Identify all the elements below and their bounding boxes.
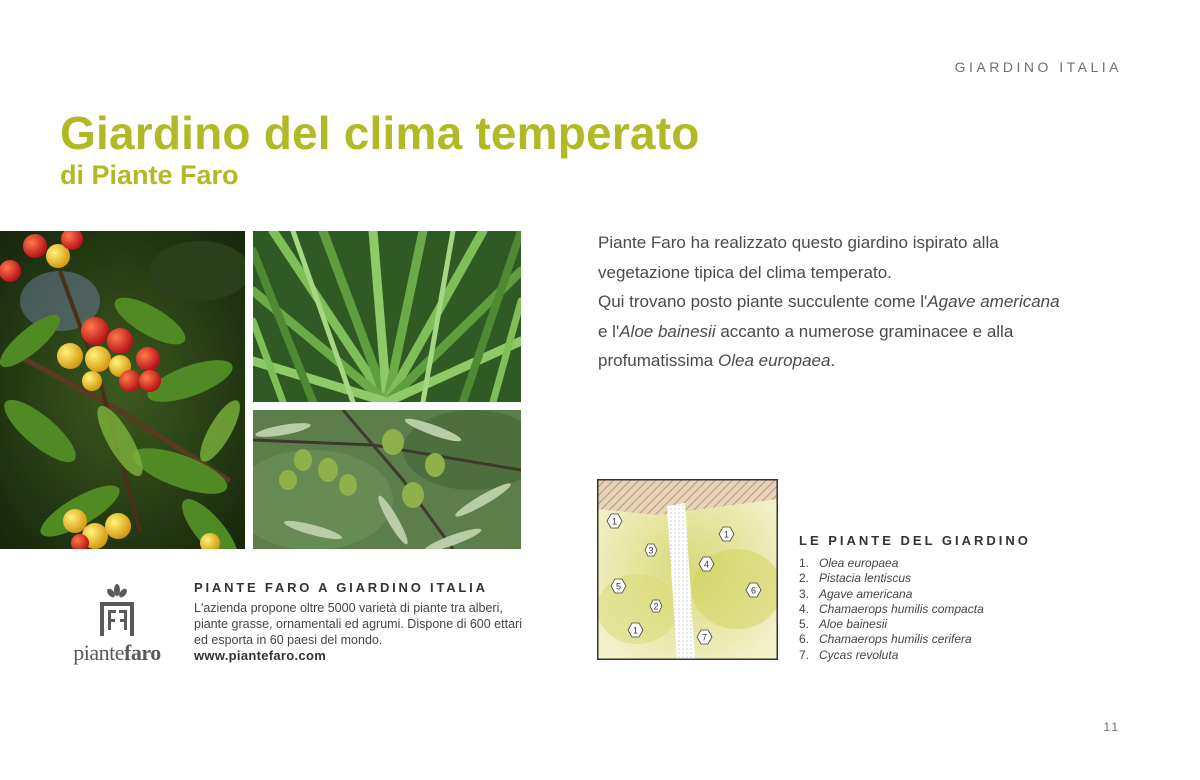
list-item-name: Chamaerops humilis compacta: [819, 601, 984, 616]
plant-logo-icon: [58, 582, 176, 642]
logo-word-bold: faro: [124, 640, 161, 665]
brand-header: GIARDINO ITALIA: [954, 59, 1122, 75]
company-heading: PIANTE FARO A GIARDINO ITALIA: [194, 580, 488, 595]
list-item: [799, 587, 984, 602]
page-subtitle: di Piante Faro: [60, 160, 239, 190]
map-marker: 7: [701, 632, 708, 643]
piantefaro-logo: [58, 582, 176, 670]
map-marker: 6: [750, 585, 757, 596]
list-item-number: 3.: [799, 586, 810, 601]
photo-strawberry-tree: [0, 231, 245, 549]
list-item-name: Pistacia lentiscus: [819, 571, 912, 586]
intro-text-segment: .: [830, 351, 836, 371]
list-item-number: 5.: [799, 617, 810, 632]
intro-line-2: [598, 287, 1068, 376]
plant-name-agave: Agave americana: [927, 292, 1060, 312]
intro-line-1: Piante Faro ha realizzato questo giardino ispirato alla vegetazione tipica del clima temperato.: [598, 233, 999, 282]
plant-name-aloe: Aloe bainesii: [619, 321, 716, 341]
page-number: 11: [1103, 720, 1120, 734]
list-item-name: Cycas revoluta: [819, 647, 899, 662]
map-marker: 1: [611, 516, 618, 527]
map-marker: 1: [632, 625, 639, 636]
company-website-link[interactable]: www.piantefaro.com: [194, 648, 327, 663]
list-item-number: 1.: [799, 556, 810, 570]
list-item-name: Agave americana: [819, 586, 913, 601]
list-item-number: 4.: [799, 601, 810, 616]
intro-text-segment: e l': [598, 321, 620, 341]
list-item-name: Aloe bainesii: [819, 617, 888, 632]
map-marker: 5: [615, 581, 622, 592]
page-title: Giardino del clima temperato: [60, 107, 700, 159]
intro-text-segment: Qui trovano posto piante succulente come l': [598, 292, 928, 312]
list-item-number: 2.: [799, 571, 810, 586]
company-description: L'azienda propone oltre 5000 varietà di piante tra alberi, piante grasse, ornamentali ed agrumi. Dispone di 600 ettari ed esporta in 60 paesi del mondo.: [194, 601, 522, 647]
list-item-name: Olea europaea: [819, 556, 899, 570]
logo-word-light: piante: [73, 640, 125, 665]
list-item-name: Chamaerops humilis cerifera: [819, 632, 972, 647]
map-marker: 2: [653, 601, 659, 612]
map-marker: 4: [703, 559, 710, 570]
map-marker: 1: [723, 529, 730, 540]
list-item: [799, 602, 984, 617]
plants-list: [799, 556, 984, 663]
list-item-number: 6.: [799, 632, 810, 647]
plants-list-heading: LE PIANTE DEL GIARDINO: [799, 533, 1031, 548]
map-marker: 3: [648, 545, 654, 556]
list-item: [799, 617, 984, 632]
photo-olives: [253, 410, 521, 549]
plant-name-olea: Olea europaea: [717, 351, 831, 371]
photo-leaves: [253, 231, 521, 402]
garden-map: [597, 479, 778, 660]
list-item: [799, 648, 984, 663]
logo-wordmark: [58, 640, 176, 666]
list-item-number: 7.: [799, 647, 810, 662]
list-item: [799, 632, 984, 647]
list-item: [799, 556, 984, 571]
intro-text-segment: accanto a numerose graminacee e alla profumatissima: [598, 321, 1014, 371]
list-item: [799, 571, 984, 586]
intro-text: [598, 228, 1068, 376]
